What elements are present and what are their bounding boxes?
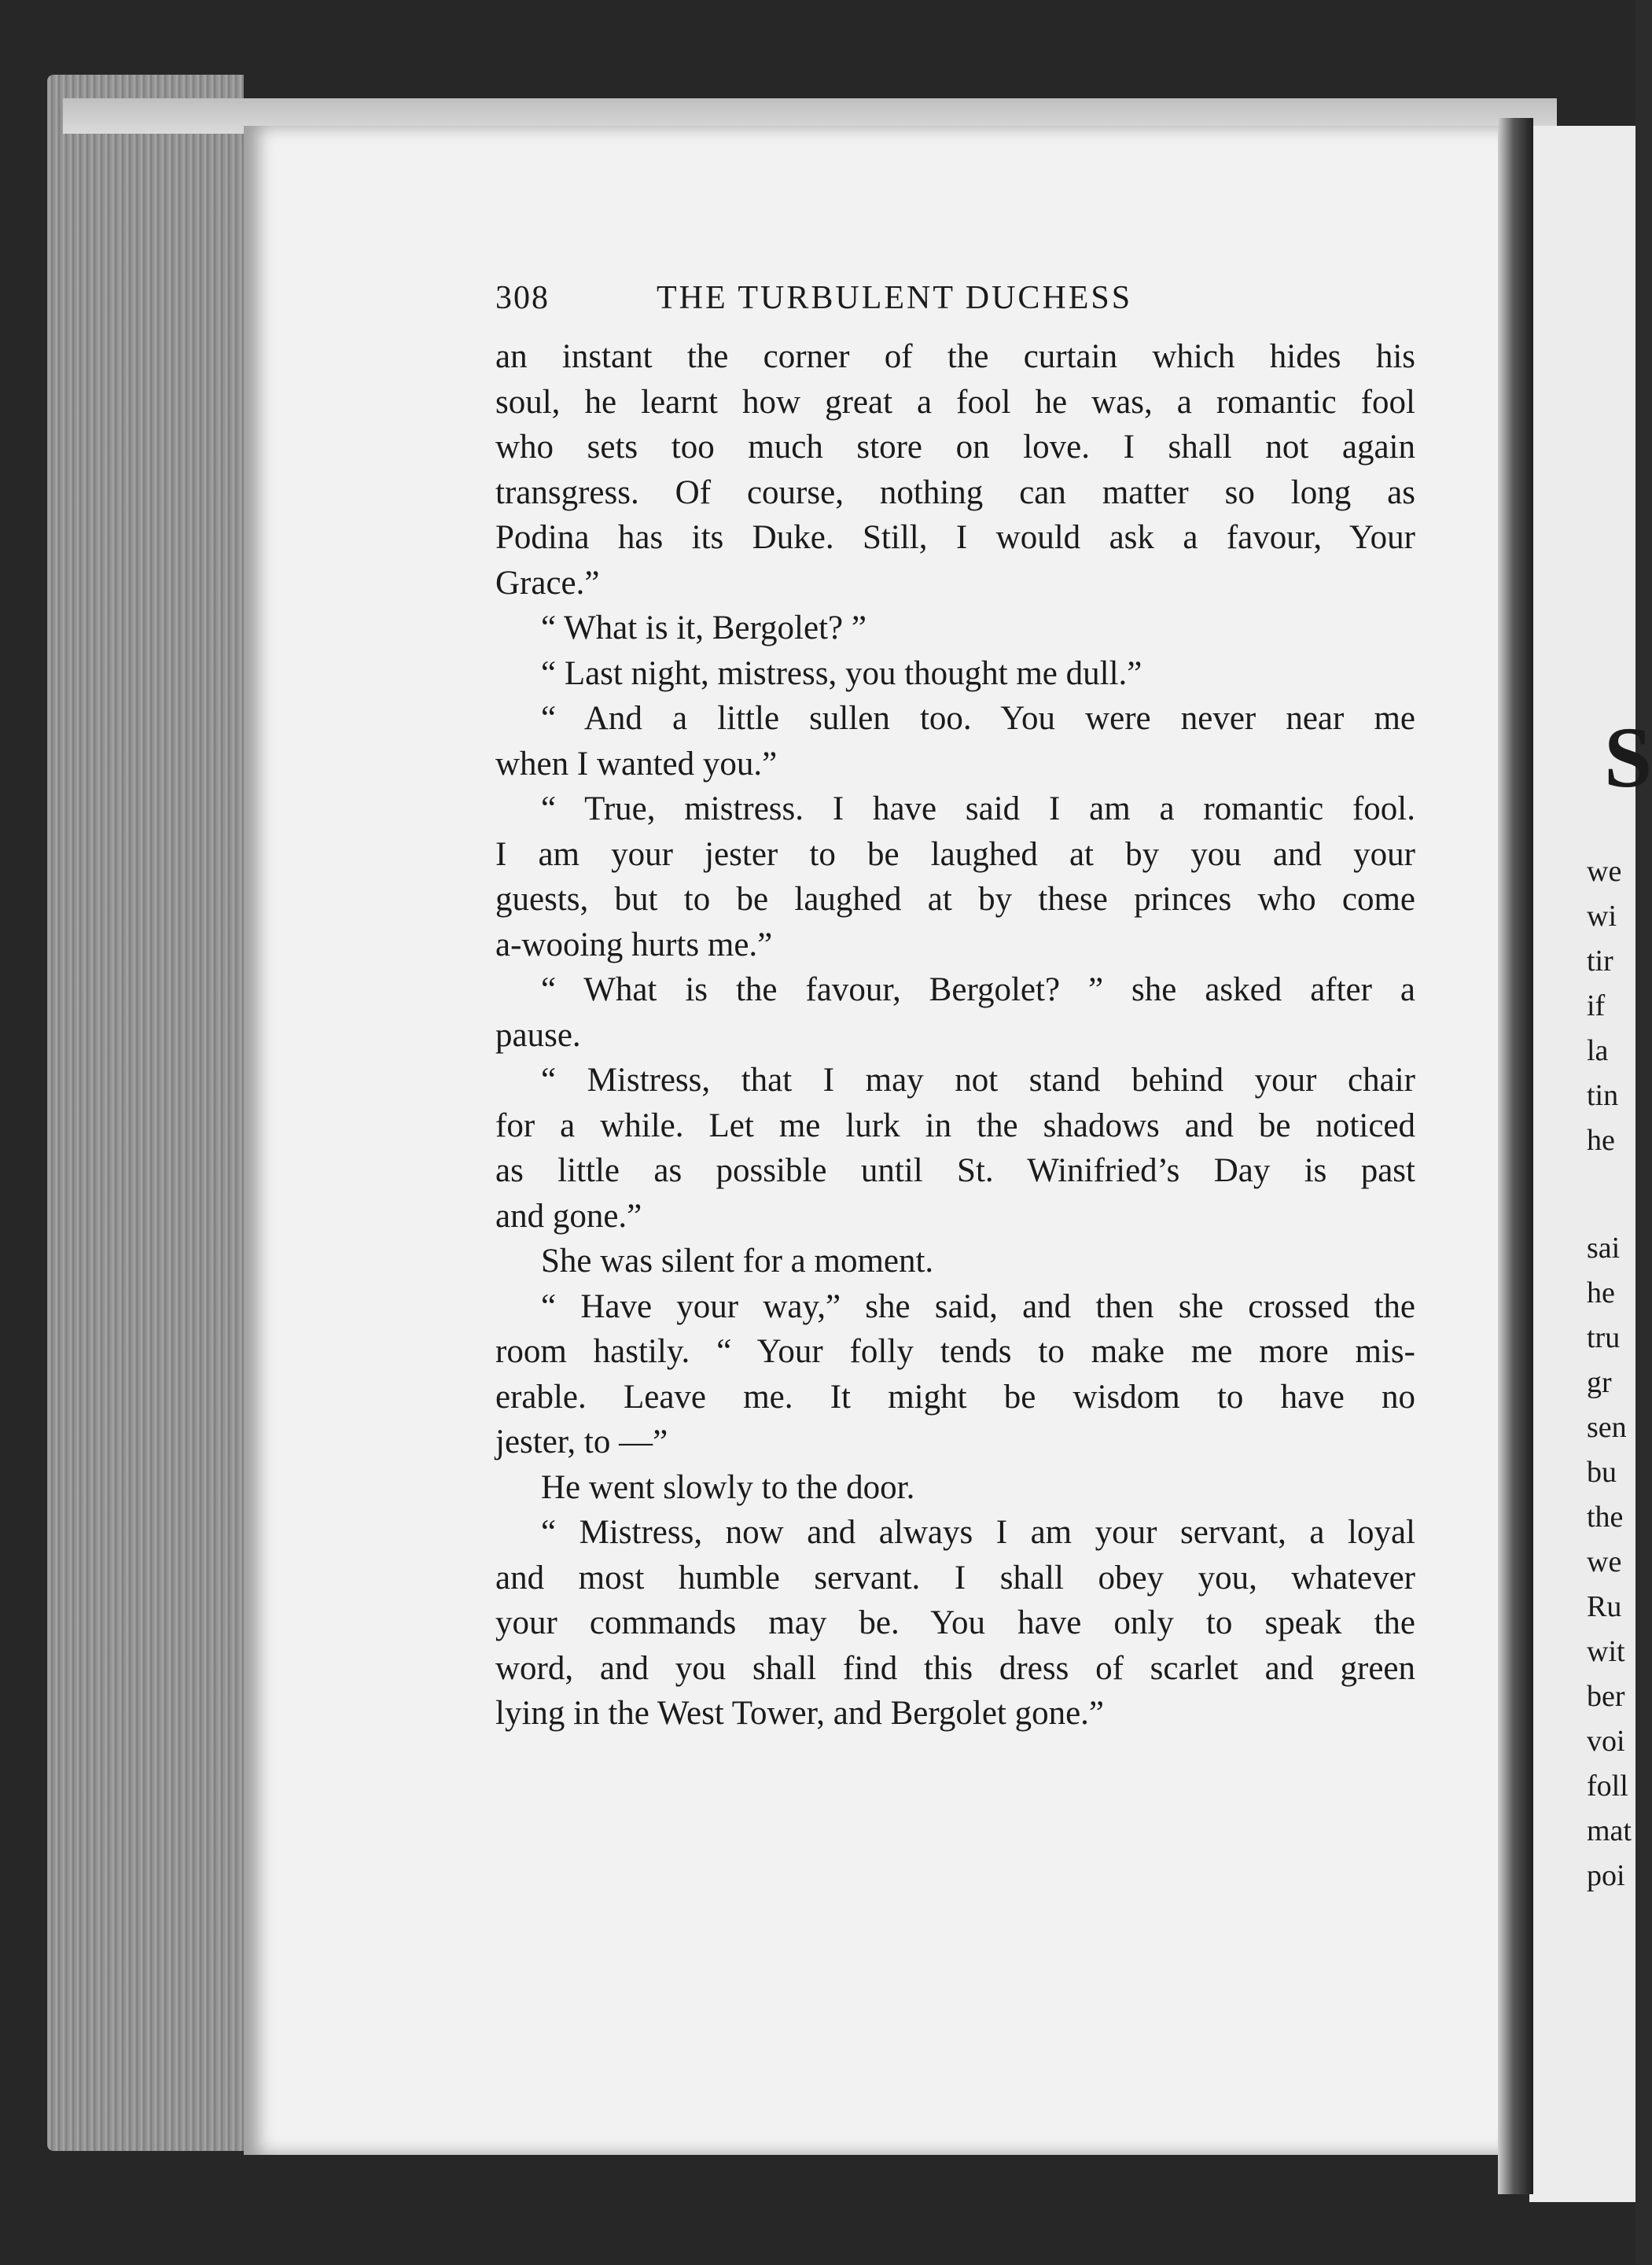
body-text <box>495 334 1415 1736</box>
page-content <box>495 279 1415 1736</box>
text-line: as little as possible until St. Winifried’s Day is past <box>495 1152 1415 1189</box>
facing-page-line: foll <box>1587 1770 1628 1803</box>
facing-page-text <box>1587 849 1642 1899</box>
text-line: “ Mistress, that I may not stand behind your chair <box>541 1062 1415 1099</box>
text-line: “ What is it, Bergolet? ” <box>541 610 866 646</box>
running-head <box>495 279 1415 334</box>
facing-page-line: we <box>1587 855 1622 888</box>
text-line: for a while. Let me lurk in the shadows and be noticed <box>495 1107 1415 1144</box>
running-title: THE TURBULENT DUCHESS <box>657 280 1133 316</box>
text-line: Podina has its Duke. Still, I would ask a favour, Your <box>495 519 1415 556</box>
page-number: 308 <box>495 280 550 316</box>
facing-page-line: ber <box>1587 1680 1625 1713</box>
facing-page-line: the <box>1587 1501 1624 1534</box>
facing-page-line: sai <box>1587 1232 1621 1265</box>
text-line: word, and you shall find this dress of scarlet and green <box>495 1649 1415 1687</box>
text-line: a-wooing hurts me.” <box>495 926 773 963</box>
text-line: lying in the West Tower, and Bergolet gone.” <box>495 1695 1105 1732</box>
facing-page-line: if <box>1587 989 1606 1022</box>
facing-page-line: mat <box>1587 1814 1632 1847</box>
text-line: who sets too much store on love. I shall not again <box>495 429 1415 466</box>
facing-page-line: tin <box>1587 1079 1619 1112</box>
drop-cap-fragment: S <box>1604 709 1652 805</box>
facing-page-line: voi <box>1587 1725 1625 1758</box>
facing-page-line: la <box>1587 1034 1609 1067</box>
facing-page-line: he <box>1587 1276 1615 1309</box>
text-line: I am your jester to be laughed at by you and your <box>495 835 1415 873</box>
text-line: your commands may be. You have only to speak the <box>495 1604 1415 1641</box>
facing-page-line: sen <box>1587 1411 1627 1444</box>
text-line: erable. Leave me. It might be wisdom to have no <box>495 1378 1415 1416</box>
text-line: and most humble servant. I shall obey you, whatever <box>495 1559 1415 1597</box>
text-line: an instant the corner of the curtain which hides his <box>495 338 1415 375</box>
text-line: soul, he learnt how great a fool he was, a romantic fool <box>495 383 1415 421</box>
facing-page-line: Ru <box>1587 1590 1622 1623</box>
text-line: He went slowly to the door. <box>541 1468 915 1506</box>
text-line: “ Last night, mistress, you thought me dull.” <box>541 654 1142 692</box>
facing-page-line: wit <box>1587 1635 1625 1668</box>
text-line: “ What is the favour, Bergolet? ” she asked after a <box>541 971 1415 1008</box>
text-line: “ And a little sullen too. You were never near me <box>541 700 1415 737</box>
facing-page-line: poi <box>1587 1859 1625 1892</box>
text-line: She was silent for a moment. <box>541 1243 934 1280</box>
facing-page-line: tru <box>1587 1321 1621 1354</box>
text-line: and gone.” <box>495 1197 642 1235</box>
text-line: “ Mistress, now and always I am your servant, a loyal <box>541 1514 1415 1551</box>
facing-page-line: bu <box>1587 1456 1617 1489</box>
facing-page-line: tir <box>1587 945 1613 978</box>
text-line: jester, to —” <box>495 1423 668 1460</box>
facing-page-line: wi <box>1587 900 1617 933</box>
book-page-edges <box>47 75 244 2151</box>
facing-page-line: we <box>1587 1545 1622 1578</box>
text-line: guests, but to be laughed at by these princes who come <box>495 881 1415 918</box>
text-line: “ Have your way,” she said, and then she crossed the <box>541 1287 1415 1325</box>
text-line: room hastily. “ Your folly tends to make me more mis- <box>495 1333 1415 1370</box>
text-line: when I wanted you.” <box>495 745 778 783</box>
facing-page-line: gr <box>1587 1366 1612 1399</box>
facing-page-line: he <box>1587 1124 1615 1157</box>
text-line: Grace.” <box>495 564 600 602</box>
text-line: transgress. Of course, nothing can matter so long as <box>495 473 1415 511</box>
book-gutter <box>1498 118 1533 2194</box>
text-line: “ True, mistress. I have said I am a romantic fool. <box>541 790 1415 827</box>
text-line: pause. <box>495 1016 581 1054</box>
